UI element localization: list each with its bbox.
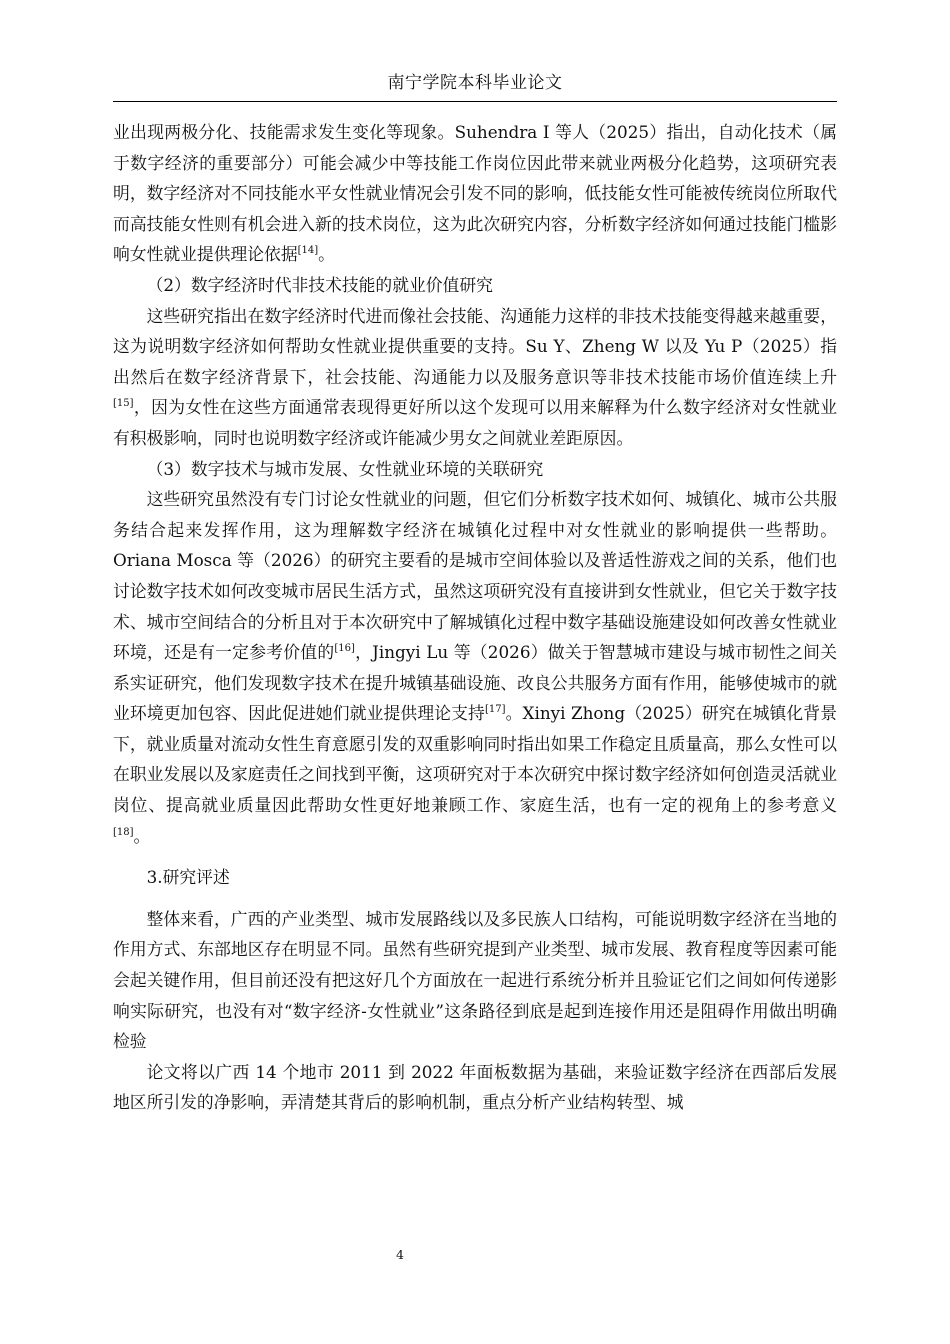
page-number: 4 xyxy=(396,1247,404,1262)
subheading-non-technical-skills: （2）数字经济时代非技术技能的就业价值研究 xyxy=(146,274,493,295)
citation-ref: [14] xyxy=(297,245,319,257)
citation-ref: [16] xyxy=(334,643,355,655)
paragraph-non-technical-skills xyxy=(113,301,837,454)
running-header-title: 南宁学院本科毕业论文 xyxy=(387,73,563,93)
section-heading-research-review: 3.研究评述 xyxy=(146,867,230,888)
citation-ref: [18] xyxy=(113,826,134,838)
paragraph-text: 业出现两极分化、技能需求发生变化等现象。Suhendra I 等人（2025）指出，自动化技术（属于数字经济的重要部分）可能会减少中等技能工作岗位因此带来就业两极分化趋势，这项研究表明，数字经济对不同技能水平女性就业情况会引发不同的影响，低技能女性可能被传统岗位所取代而高技能女性则有机会进入新的技术岗位，这为此次研究内容，分析数字经济如何通过技能门槛影响女性就业提供理论依据 xyxy=(113,122,837,265)
paragraph-skill-polarization xyxy=(113,117,837,270)
citation-ref: [17] xyxy=(484,704,506,716)
body-text xyxy=(113,117,837,1118)
paragraph-thesis-plan: 论文将以广西 14 个地市 2011 到 2022 年面板数据为基础，来验证数字经济在西部后发展地区所引发的净影响，弄清楚其背后的影响机制，重点分析产业结构转型、城 xyxy=(113,1061,837,1113)
paragraph-text: 这些研究虽然没有专门讨论女性就业的问题，但它们分析数字技术如何、城镇化、城市公共服务结合起来发挥作用，这为理解数字经济在城镇化过程中对女性就业的影响提供一些帮助。Oriana Mosca 等（2026）的研究主要看的是城市空间体验以及普适性游戏之间的关系，他们也讨论数字技术如何改变城市居民生活方式，虽然这项研究没有直接讲到女性就业，但它关于数字技术、城市空间结合的分析且对于本次研究中了解城镇化过程中数字基础设施建设如何改善女性就业环境，还是有一定参考价值的 xyxy=(113,489,837,663)
citation-ref: [15] xyxy=(113,398,134,410)
paragraph-text: ，因为女性在这些方面通常表现得更好所以这个发现可以用来解释为什么数字经济对女性就业有积极影响，同时也说明数字经济或许能减少男女之间就业差距原因。 xyxy=(113,397,837,448)
subheading-digital-tech-urban: （3）数字技术与城市发展、女性就业环境的关联研究 xyxy=(146,458,544,479)
paragraph-digital-tech-urban xyxy=(113,484,837,851)
header-divider xyxy=(113,101,837,102)
paragraph-tail: 。 xyxy=(318,244,335,265)
paragraph-text: ，Jingyi Lu 等（2026）做关于智慧城市建设与城市韧性之间关系实证研究，他们发现数字技术在提升城镇基础设施、改良公共服务方面有作用，能够使城市的就业环境更加包容、因此促进她们就业提供理论支持 xyxy=(113,642,837,724)
paragraph-tail: 。 xyxy=(133,825,151,846)
paragraph-text: 这些研究指出在数字经济时代进而像社会技能、沟通能力这样的非技术技能变得越来越重要，这为说明数字经济如何帮助女性就业提供重要的支持。Su Y、Zheng W 以及 Yu P（2025）指出然后在数字经济背景下，社会技能、沟通能力以及服务意识等非技术技能市场价值连续上升 xyxy=(113,305,837,387)
paragraph-text: 。Xinyi Zhong（2025）研究在城镇化背景下，就业质量对流动女性生育意愿引发的双重影响同时指出如果工作稳定且质量高，那么女性可以在职业发展以及家庭责任之间找到平衡，这项研究对于本次研究中探讨数字经济如何创造灵活就业岗位、提高就业质量因此帮助女性更好地兼顾工作、家庭生活，也有一定的视角上的参考意义 xyxy=(113,703,837,816)
paragraph-overall-review: 整体来看，广西的产业类型、城市发展路线以及多民族人口结构，可能说明数字经济在当地的作用方式、东部地区存在明显不同。虽然有些研究提到产业类型、城市发展、教育程度等因素可能会起关键作用，但目前还没有把这好几个方面放在一起进行系统分析并且验证它们之间如何传递影响实际研究，也没有对“数字经济-女性就业”这条路径到底是起到连接作用还是阻碍作用做出明确检验 xyxy=(113,908,837,1052)
